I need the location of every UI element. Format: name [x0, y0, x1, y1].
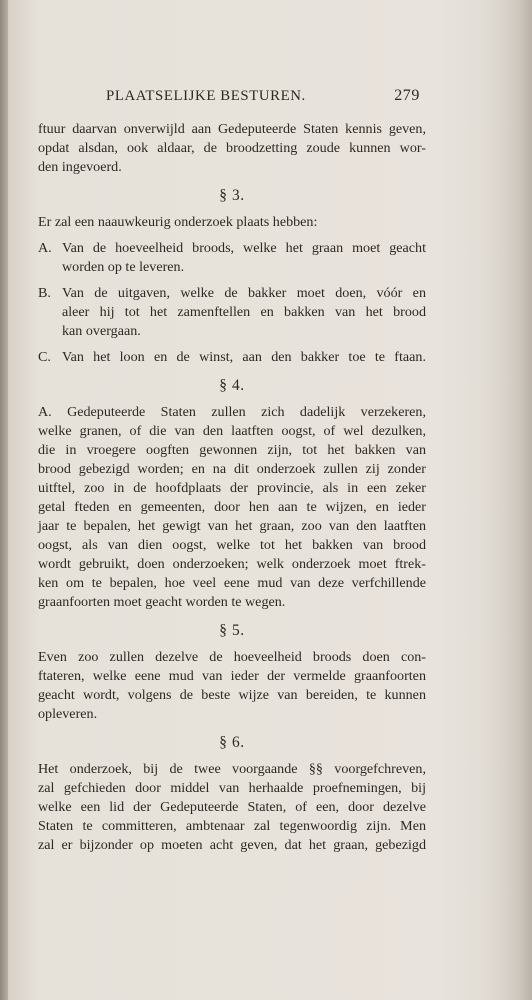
section-heading-5: § 5.	[219, 622, 245, 639]
text-line: oogst, als van dien oogst, welke tot het bakken van brood	[38, 537, 426, 553]
text-line: brood gebezigd worden; en na dit onderzoek zullen zij zonder	[38, 461, 426, 477]
page-number: 279	[394, 87, 420, 104]
book-spine	[0, 0, 8, 1000]
text-line: welke een lid der Gedeputeerde Staten, of een, door dezelve	[38, 799, 426, 815]
running-title: PLAATSELIJKE BESTUREN.	[106, 88, 306, 104]
text-line: graanfoorten moet geacht worden te wegen.	[38, 594, 286, 610]
text-line: Van de uitgaven, welke de bakker moet doen, vóór en	[62, 285, 426, 301]
item-label: B.	[38, 285, 51, 301]
running-header	[38, 86, 426, 120]
item-label: C.	[38, 349, 51, 365]
list-item-c	[38, 348, 426, 367]
section-4-paragraph	[38, 403, 426, 612]
section-heading-3: § 3.	[219, 187, 245, 204]
text-line: opdat alsdan, ook aldaar, de broodzetting zoude kunnen wor-	[38, 140, 426, 156]
text-line: getal fteden en gemeenten, door hen aan te wijzen, en ieder	[38, 499, 426, 515]
page-text	[38, 86, 426, 855]
text-line: worden op te leveren.	[62, 259, 185, 275]
text-line: Staten te committeren, ambtenaar zal tegenwoordig zijn. Men	[38, 818, 426, 834]
text-line: den ingevoerd.	[38, 159, 122, 175]
page-edge-shadow	[440, 0, 532, 1000]
text-line: ftuur daarvan onverwijld aan Gedeputeerde Staten kennis geven,	[38, 121, 426, 137]
text-line: zal gefchieden door middel van herhaalde proefnemingen, bij	[38, 780, 426, 796]
text-line: jaar te bepalen, het gewigt van het graan, zoo van den laatften	[38, 518, 426, 534]
text-line: uitftel, zoo in de hoofdplaats der provincie, als in een zeker	[38, 480, 426, 496]
text-line: ftateren, welke eene mud van ieder der vermelde graanfoorten	[38, 668, 426, 684]
text-line: opleveren.	[38, 706, 98, 722]
text-line: welke granen, of die van den laatften oogst, of wel dezulken,	[38, 423, 426, 439]
text-line: kan overgaan.	[62, 323, 141, 339]
text-line: die in vroegere oogften gewonnen zijn, tot het bakken van	[38, 442, 426, 458]
text-line: A. Gedeputeerde Staten zullen zich dadelijk verzekeren,	[38, 404, 426, 420]
intro-paragraph	[38, 120, 426, 177]
section-6-paragraph	[38, 760, 426, 855]
text-line: Van het loon en de winst, aan den bakker toe te ftaan.	[62, 349, 426, 365]
item-label: A.	[38, 240, 52, 256]
text-line: ken om te bepalen, hoe veel eene mud van deze verfchillende	[38, 575, 426, 591]
text-line: wordt gebruikt, doen onderzoeken; welk onderzoek moet ftrek-	[38, 556, 426, 572]
text-line: aleer hij tot het zamenftellen en bakken van het brood	[62, 304, 426, 320]
section-heading-6: § 6.	[219, 734, 245, 751]
text-line: zal er bijzonder op moeten acht geven, dat het graan, gebezigd	[38, 837, 426, 853]
text-line: Het onderzoek, bij de twee voorgaande §§ voorgefchreven,	[38, 761, 426, 777]
section-5-paragraph	[38, 648, 426, 724]
text-line: Even zoo zullen dezelve de hoeveelheid broods doen con-	[38, 649, 426, 665]
list-item-a	[38, 239, 426, 277]
text-line: Van de hoeveelheid broods, welke het graan moet geacht	[62, 240, 426, 256]
list-item-b	[38, 284, 426, 341]
text-line: geacht wordt, volgens de beste wijze van bereiden, te kunnen	[38, 687, 426, 703]
section-3-lead: Er zal een naauwkeurig onderzoek plaats hebben:	[38, 214, 318, 230]
section-heading-4: § 4.	[219, 377, 245, 394]
